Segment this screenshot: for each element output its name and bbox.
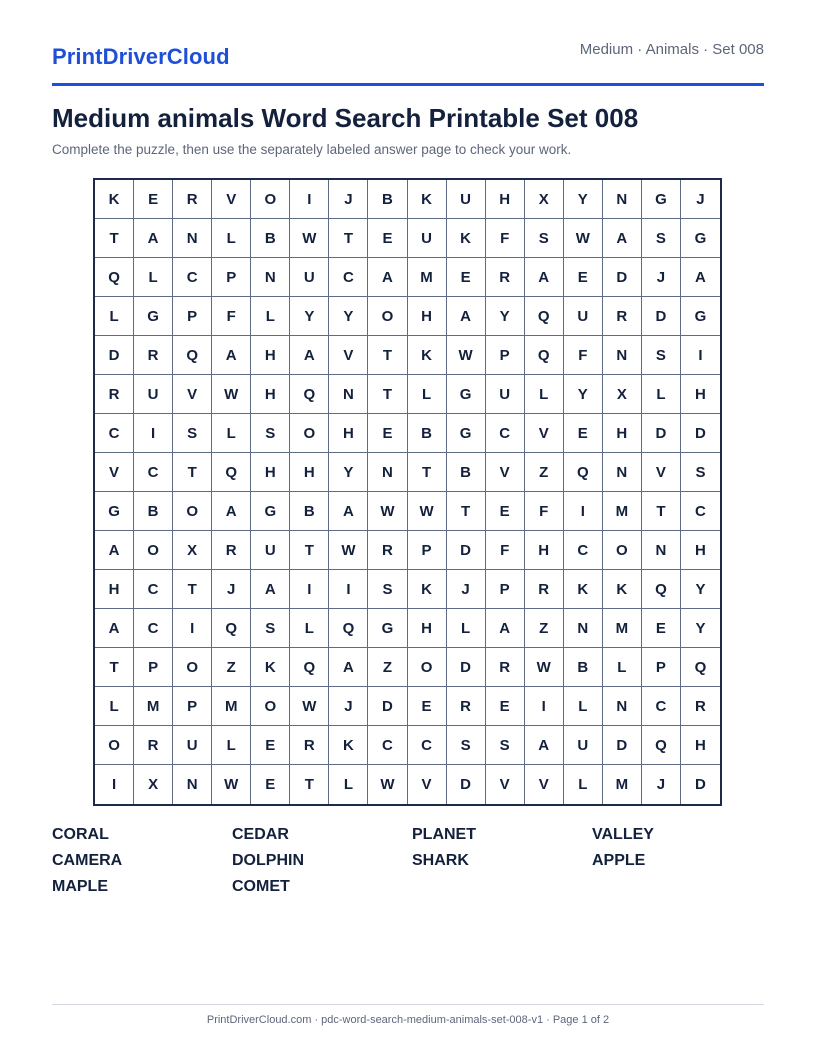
grid-cell[interactable]: H xyxy=(681,726,720,765)
grid-cell[interactable]: T xyxy=(329,219,368,258)
grid-cell[interactable]: L xyxy=(95,297,134,336)
grid-cell[interactable]: W xyxy=(368,492,407,531)
grid-cell[interactable]: K xyxy=(564,570,603,609)
grid-cell[interactable]: U xyxy=(564,297,603,336)
grid-cell[interactable]: J xyxy=(329,180,368,219)
grid-cell[interactable]: N xyxy=(251,258,290,297)
grid-cell[interactable]: R xyxy=(681,687,720,726)
grid-cell[interactable]: H xyxy=(329,414,368,453)
grid-cell[interactable]: N xyxy=(173,765,212,804)
grid-cell[interactable]: E xyxy=(486,687,525,726)
grid-cell[interactable]: O xyxy=(368,297,407,336)
grid-cell[interactable]: Q xyxy=(642,570,681,609)
grid-cell[interactable]: F xyxy=(564,336,603,375)
grid-cell[interactable]: D xyxy=(642,297,681,336)
word-list-item: VALLEY xyxy=(592,826,654,843)
grid-cell[interactable]: L xyxy=(95,687,134,726)
grid-cell[interactable]: H xyxy=(603,414,642,453)
grid-cell[interactable]: T xyxy=(95,648,134,687)
page-subtitle: Complete the puzzle, then use the separately labeled answer page to check your work. xyxy=(52,142,572,157)
grid-cell[interactable]: E xyxy=(564,414,603,453)
header-divider xyxy=(52,83,764,86)
grid-cell[interactable]: K xyxy=(408,180,447,219)
grid-cell[interactable]: Q xyxy=(564,453,603,492)
grid-cell[interactable]: O xyxy=(95,726,134,765)
brand-logo[interactable]: PrintDriverCloud xyxy=(52,44,230,69)
grid-cell[interactable]: A xyxy=(368,258,407,297)
grid-cell[interactable]: C xyxy=(134,570,173,609)
grid-cell[interactable]: H xyxy=(408,297,447,336)
word-list-item: MAPLE xyxy=(52,878,108,895)
grid-cell[interactable]: M xyxy=(134,687,173,726)
grid-cell[interactable]: G xyxy=(447,375,486,414)
grid-cell[interactable]: R xyxy=(486,648,525,687)
grid-cell[interactable]: M xyxy=(408,258,447,297)
grid-cell[interactable]: N xyxy=(642,531,681,570)
grid-cell[interactable]: Z xyxy=(212,648,251,687)
grid-cell[interactable]: C xyxy=(134,453,173,492)
grid-cell[interactable]: L xyxy=(212,414,251,453)
grid-cell[interactable]: A xyxy=(681,258,720,297)
grid-cell[interactable]: K xyxy=(329,726,368,765)
grid-cell[interactable]: C xyxy=(564,531,603,570)
grid-cell[interactable]: U xyxy=(173,726,212,765)
grid-cell[interactable]: N xyxy=(603,336,642,375)
grid-cell[interactable]: D xyxy=(447,531,486,570)
grid-cell[interactable]: C xyxy=(329,258,368,297)
grid-cell[interactable]: Z xyxy=(368,648,407,687)
grid-cell[interactable]: H xyxy=(290,453,329,492)
grid-cell[interactable]: Y xyxy=(681,609,720,648)
grid-cell[interactable]: H xyxy=(251,336,290,375)
grid-cell[interactable]: F xyxy=(486,219,525,258)
grid-cell[interactable]: G xyxy=(447,414,486,453)
grid-cell[interactable]: W xyxy=(408,492,447,531)
grid-cell[interactable]: M xyxy=(603,765,642,804)
grid-cell[interactable]: R xyxy=(173,180,212,219)
grid-cell[interactable]: A xyxy=(251,570,290,609)
grid-cell[interactable]: B xyxy=(564,648,603,687)
footer-divider xyxy=(52,1004,764,1005)
grid-cell[interactable]: Q xyxy=(173,336,212,375)
grid-cell[interactable]: K xyxy=(447,219,486,258)
grid-cell[interactable]: Q xyxy=(681,648,720,687)
grid-cell[interactable]: L xyxy=(642,375,681,414)
grid-cell[interactable]: S xyxy=(525,219,564,258)
grid-cell[interactable]: A xyxy=(134,219,173,258)
grid-cell[interactable]: E xyxy=(564,258,603,297)
grid-cell[interactable]: C xyxy=(408,726,447,765)
grid-cell[interactable]: A xyxy=(329,648,368,687)
grid-cell[interactable]: C xyxy=(681,492,720,531)
grid-cell[interactable]: T xyxy=(173,570,212,609)
grid-cell[interactable]: D xyxy=(681,414,720,453)
grid-cell[interactable]: T xyxy=(290,765,329,804)
word-list-item: SHARK xyxy=(412,852,469,869)
grid-cell[interactable]: A xyxy=(525,726,564,765)
word-list-item: CAMERA xyxy=(52,852,123,869)
grid-cell[interactable]: G xyxy=(95,492,134,531)
grid-cell[interactable]: A xyxy=(525,258,564,297)
grid-cell[interactable]: J xyxy=(212,570,251,609)
grid-cell[interactable]: E xyxy=(368,414,407,453)
grid-cell[interactable]: H xyxy=(251,453,290,492)
grid-cell[interactable]: C xyxy=(173,258,212,297)
grid-cell[interactable]: Y xyxy=(564,180,603,219)
grid-cell[interactable]: Q xyxy=(290,648,329,687)
grid-cell[interactable]: L xyxy=(564,765,603,804)
grid-cell[interactable]: L xyxy=(603,648,642,687)
grid-cell[interactable]: K xyxy=(603,570,642,609)
grid-cell[interactable]: E xyxy=(251,726,290,765)
grid-cell[interactable]: P xyxy=(173,687,212,726)
grid-cell[interactable]: V xyxy=(486,765,525,804)
grid-cell[interactable]: J xyxy=(447,570,486,609)
grid-cell[interactable]: J xyxy=(642,765,681,804)
grid-cell[interactable]: P xyxy=(212,258,251,297)
grid-cell[interactable]: I xyxy=(290,570,329,609)
grid-cell[interactable]: V xyxy=(408,765,447,804)
grid-cell[interactable]: C xyxy=(486,414,525,453)
grid-cell[interactable]: X xyxy=(173,531,212,570)
grid-cell[interactable]: U xyxy=(134,375,173,414)
grid-cell[interactable]: K xyxy=(95,180,134,219)
grid-cell[interactable]: S xyxy=(251,414,290,453)
grid-cell[interactable]: A xyxy=(95,531,134,570)
puzzle-meta: Medium · Animals · Set 008 xyxy=(579,41,764,58)
grid-cell[interactable]: O xyxy=(173,492,212,531)
grid-cell[interactable]: U xyxy=(408,219,447,258)
grid-cell[interactable]: R xyxy=(486,258,525,297)
grid-cell[interactable]: Q xyxy=(95,258,134,297)
grid-cell[interactable]: G xyxy=(681,297,720,336)
grid-cell[interactable]: H xyxy=(408,609,447,648)
grid-cell[interactable]: I xyxy=(173,609,212,648)
word-list-item: DOLPHIN xyxy=(232,852,304,869)
grid-cell[interactable]: S xyxy=(642,336,681,375)
grid-cell[interactable]: O xyxy=(251,180,290,219)
grid-cell[interactable]: G xyxy=(368,609,407,648)
grid-cell[interactable]: H xyxy=(95,570,134,609)
grid-cell[interactable]: B xyxy=(290,492,329,531)
grid-cell[interactable]: P xyxy=(134,648,173,687)
grid-cell[interactable]: Y xyxy=(564,375,603,414)
grid-cell[interactable]: B xyxy=(447,453,486,492)
grid-cell[interactable]: P xyxy=(408,531,447,570)
grid-cell[interactable]: O xyxy=(134,531,173,570)
grid-cell[interactable]: V xyxy=(486,453,525,492)
grid-cell[interactable]: W xyxy=(447,336,486,375)
grid-cell[interactable]: S xyxy=(173,414,212,453)
grid-cell[interactable]: S xyxy=(486,726,525,765)
grid-cell[interactable]: L xyxy=(212,726,251,765)
grid-cell[interactable]: W xyxy=(525,648,564,687)
grid-cell[interactable]: O xyxy=(603,531,642,570)
grid-cell[interactable]: M xyxy=(603,609,642,648)
grid-cell[interactable]: B xyxy=(368,180,407,219)
grid-cell[interactable]: Q xyxy=(642,726,681,765)
grid-cell[interactable]: S xyxy=(681,453,720,492)
grid-cell[interactable]: W xyxy=(564,219,603,258)
grid-cell[interactable]: I xyxy=(329,570,368,609)
grid-cell[interactable]: I xyxy=(525,687,564,726)
grid-cell[interactable]: T xyxy=(408,453,447,492)
grid-cell[interactable]: C xyxy=(134,609,173,648)
grid-cell[interactable]: U xyxy=(564,726,603,765)
grid-cell[interactable]: D xyxy=(603,726,642,765)
grid-cell[interactable]: F xyxy=(486,531,525,570)
word-list-item: COMET xyxy=(232,878,290,895)
grid-cell[interactable]: K xyxy=(251,648,290,687)
grid-cell[interactable]: D xyxy=(447,765,486,804)
grid-cell[interactable]: B xyxy=(251,219,290,258)
grid-cell[interactable]: D xyxy=(95,336,134,375)
grid-cell[interactable]: O xyxy=(173,648,212,687)
grid-cell[interactable]: V xyxy=(173,375,212,414)
grid-cell[interactable]: E xyxy=(642,609,681,648)
grid-cell[interactable]: R xyxy=(134,726,173,765)
grid-cell[interactable]: N xyxy=(564,609,603,648)
grid-cell[interactable]: U xyxy=(251,531,290,570)
grid-cell[interactable]: V xyxy=(95,453,134,492)
grid-cell[interactable]: L xyxy=(251,297,290,336)
grid-cell[interactable]: X xyxy=(134,765,173,804)
grid-cell[interactable]: E xyxy=(408,687,447,726)
grid-cell[interactable]: X xyxy=(525,180,564,219)
grid-cell[interactable]: O xyxy=(251,687,290,726)
grid-cell[interactable]: R xyxy=(290,726,329,765)
grid-cell[interactable]: C xyxy=(368,726,407,765)
grid-cell[interactable]: J xyxy=(642,258,681,297)
grid-cell[interactable]: R xyxy=(603,297,642,336)
grid-cell[interactable]: V xyxy=(329,336,368,375)
grid-cell[interactable]: G xyxy=(642,180,681,219)
grid-cell[interactable]: H xyxy=(525,531,564,570)
grid-cell[interactable]: Y xyxy=(329,297,368,336)
grid-cell[interactable]: E xyxy=(251,765,290,804)
grid-cell[interactable]: A xyxy=(212,492,251,531)
grid-cell[interactable]: E xyxy=(447,258,486,297)
grid-cell[interactable]: W xyxy=(368,765,407,804)
grid-cell[interactable]: S xyxy=(642,219,681,258)
grid-cell[interactable]: E xyxy=(486,492,525,531)
grid-cell[interactable]: L xyxy=(408,375,447,414)
grid-cell[interactable]: D xyxy=(603,258,642,297)
grid-cell[interactable]: W xyxy=(329,531,368,570)
grid-cell[interactable]: U xyxy=(447,180,486,219)
grid-cell[interactable]: T xyxy=(290,531,329,570)
grid-cell[interactable]: G xyxy=(134,297,173,336)
grid-cell[interactable]: A xyxy=(329,492,368,531)
grid-cell[interactable]: V xyxy=(212,180,251,219)
word-list-item: CORAL xyxy=(52,826,109,843)
grid-cell[interactable]: N xyxy=(603,453,642,492)
grid-cell[interactable]: N xyxy=(173,219,212,258)
grid-cell[interactable]: B xyxy=(134,492,173,531)
grid-cell[interactable]: D xyxy=(368,687,407,726)
grid-cell[interactable]: A xyxy=(95,609,134,648)
grid-cell[interactable]: T xyxy=(642,492,681,531)
grid-cell[interactable]: O xyxy=(408,648,447,687)
word-list-item: CEDAR xyxy=(232,826,289,843)
grid-cell[interactable]: R xyxy=(212,531,251,570)
grid-cell[interactable]: A xyxy=(603,219,642,258)
grid-cell[interactable]: A xyxy=(447,297,486,336)
grid-cell[interactable]: N xyxy=(329,375,368,414)
grid-cell[interactable]: K xyxy=(408,570,447,609)
grid-cell[interactable]: G xyxy=(251,492,290,531)
grid-cell[interactable]: S xyxy=(447,726,486,765)
grid-cell[interactable]: Q xyxy=(329,609,368,648)
puzzle-grid-frame xyxy=(93,178,722,806)
grid-cell[interactable]: T xyxy=(95,219,134,258)
grid-cell[interactable]: T xyxy=(368,375,407,414)
grid-cell[interactable]: R xyxy=(95,375,134,414)
grid-cell[interactable]: A xyxy=(486,609,525,648)
grid-cell[interactable]: Z xyxy=(525,453,564,492)
grid-cell[interactable]: L xyxy=(447,609,486,648)
grid-cell[interactable]: P xyxy=(173,297,212,336)
page-title: Medium animals Word Search Printable Set 008 xyxy=(52,103,639,133)
grid-cell[interactable]: N xyxy=(603,180,642,219)
grid-cell[interactable]: C xyxy=(95,414,134,453)
grid-cell[interactable]: V xyxy=(525,765,564,804)
page-header xyxy=(52,0,764,86)
word-list-item: PLANET xyxy=(412,826,476,843)
grid-cell[interactable]: R xyxy=(134,336,173,375)
grid-cell[interactable]: W xyxy=(212,375,251,414)
grid-cell[interactable]: L xyxy=(525,375,564,414)
grid-cell[interactable]: Q xyxy=(212,609,251,648)
grid-cell[interactable]: K xyxy=(408,336,447,375)
grid-cell[interactable]: Y xyxy=(486,297,525,336)
grid-cell[interactable]: Y xyxy=(329,453,368,492)
grid-cell[interactable]: R xyxy=(447,687,486,726)
grid-cell[interactable]: F xyxy=(212,297,251,336)
grid-cell[interactable]: I xyxy=(95,765,134,804)
grid-cell[interactable]: N xyxy=(368,453,407,492)
grid-cell[interactable]: M xyxy=(212,687,251,726)
grid-cell[interactable]: L xyxy=(564,687,603,726)
grid-cell[interactable]: H xyxy=(486,180,525,219)
grid-cell[interactable]: D xyxy=(447,648,486,687)
grid-cell[interactable]: I xyxy=(681,336,720,375)
grid-cell[interactable]: O xyxy=(290,414,329,453)
grid-cell[interactable]: R xyxy=(368,531,407,570)
word-list-item: APPLE xyxy=(592,852,646,869)
grid-cell[interactable]: Q xyxy=(290,375,329,414)
grid-cell[interactable]: T xyxy=(368,336,407,375)
grid-cell[interactable]: L xyxy=(134,258,173,297)
grid-cell[interactable]: A xyxy=(290,336,329,375)
grid-cell[interactable]: S xyxy=(368,570,407,609)
grid-cell[interactable]: P xyxy=(486,570,525,609)
grid-cell[interactable]: M xyxy=(603,492,642,531)
grid-cell[interactable]: Q xyxy=(525,297,564,336)
grid-cell[interactable]: H xyxy=(681,531,720,570)
grid-cell[interactable]: Q xyxy=(525,336,564,375)
grid-cell[interactable]: V xyxy=(642,453,681,492)
grid-cell[interactable]: T xyxy=(173,453,212,492)
grid-cell[interactable]: W xyxy=(212,765,251,804)
grid-cell[interactable]: T xyxy=(447,492,486,531)
page-footer: PrintDriverCloud.com · pdc-word-search-medium-animals-set-008-v1 · Page 1 of 2 xyxy=(206,1014,610,1026)
grid-cell[interactable]: I xyxy=(290,180,329,219)
grid-cell[interactable]: S xyxy=(251,609,290,648)
grid-cell[interactable]: F xyxy=(525,492,564,531)
grid-cell[interactable]: I xyxy=(134,414,173,453)
grid-cell[interactable]: X xyxy=(603,375,642,414)
grid-cell[interactable]: Y xyxy=(681,570,720,609)
grid-cell[interactable]: H xyxy=(251,375,290,414)
grid-cell[interactable]: N xyxy=(603,687,642,726)
grid-cell[interactable]: J xyxy=(681,180,720,219)
grid-cell[interactable]: W xyxy=(290,219,329,258)
puzzle-grid xyxy=(95,180,720,804)
grid-cell[interactable]: E xyxy=(368,219,407,258)
grid-cell[interactable]: Y xyxy=(290,297,329,336)
grid-cell[interactable]: G xyxy=(681,219,720,258)
grid-cell[interactable]: A xyxy=(212,336,251,375)
grid-cell[interactable]: J xyxy=(329,687,368,726)
grid-cell[interactable]: D xyxy=(642,414,681,453)
grid-cell[interactable]: R xyxy=(525,570,564,609)
word-list xyxy=(52,826,772,896)
grid-cell[interactable]: U xyxy=(486,375,525,414)
grid-cell[interactable]: Q xyxy=(212,453,251,492)
grid-cell[interactable]: L xyxy=(290,609,329,648)
grid-cell[interactable]: C xyxy=(642,687,681,726)
grid-cell[interactable]: P xyxy=(486,336,525,375)
grid-cell[interactable]: L xyxy=(329,765,368,804)
grid-cell[interactable]: B xyxy=(408,414,447,453)
grid-cell[interactable]: L xyxy=(212,219,251,258)
grid-cell[interactable]: P xyxy=(642,648,681,687)
grid-cell[interactable]: W xyxy=(290,687,329,726)
grid-cell[interactable]: E xyxy=(134,180,173,219)
grid-cell[interactable]: U xyxy=(290,258,329,297)
grid-cell[interactable]: I xyxy=(564,492,603,531)
grid-cell[interactable]: Z xyxy=(525,609,564,648)
grid-cell[interactable]: H xyxy=(681,375,720,414)
grid-cell[interactable]: V xyxy=(525,414,564,453)
grid-cell[interactable]: D xyxy=(695,776,706,793)
